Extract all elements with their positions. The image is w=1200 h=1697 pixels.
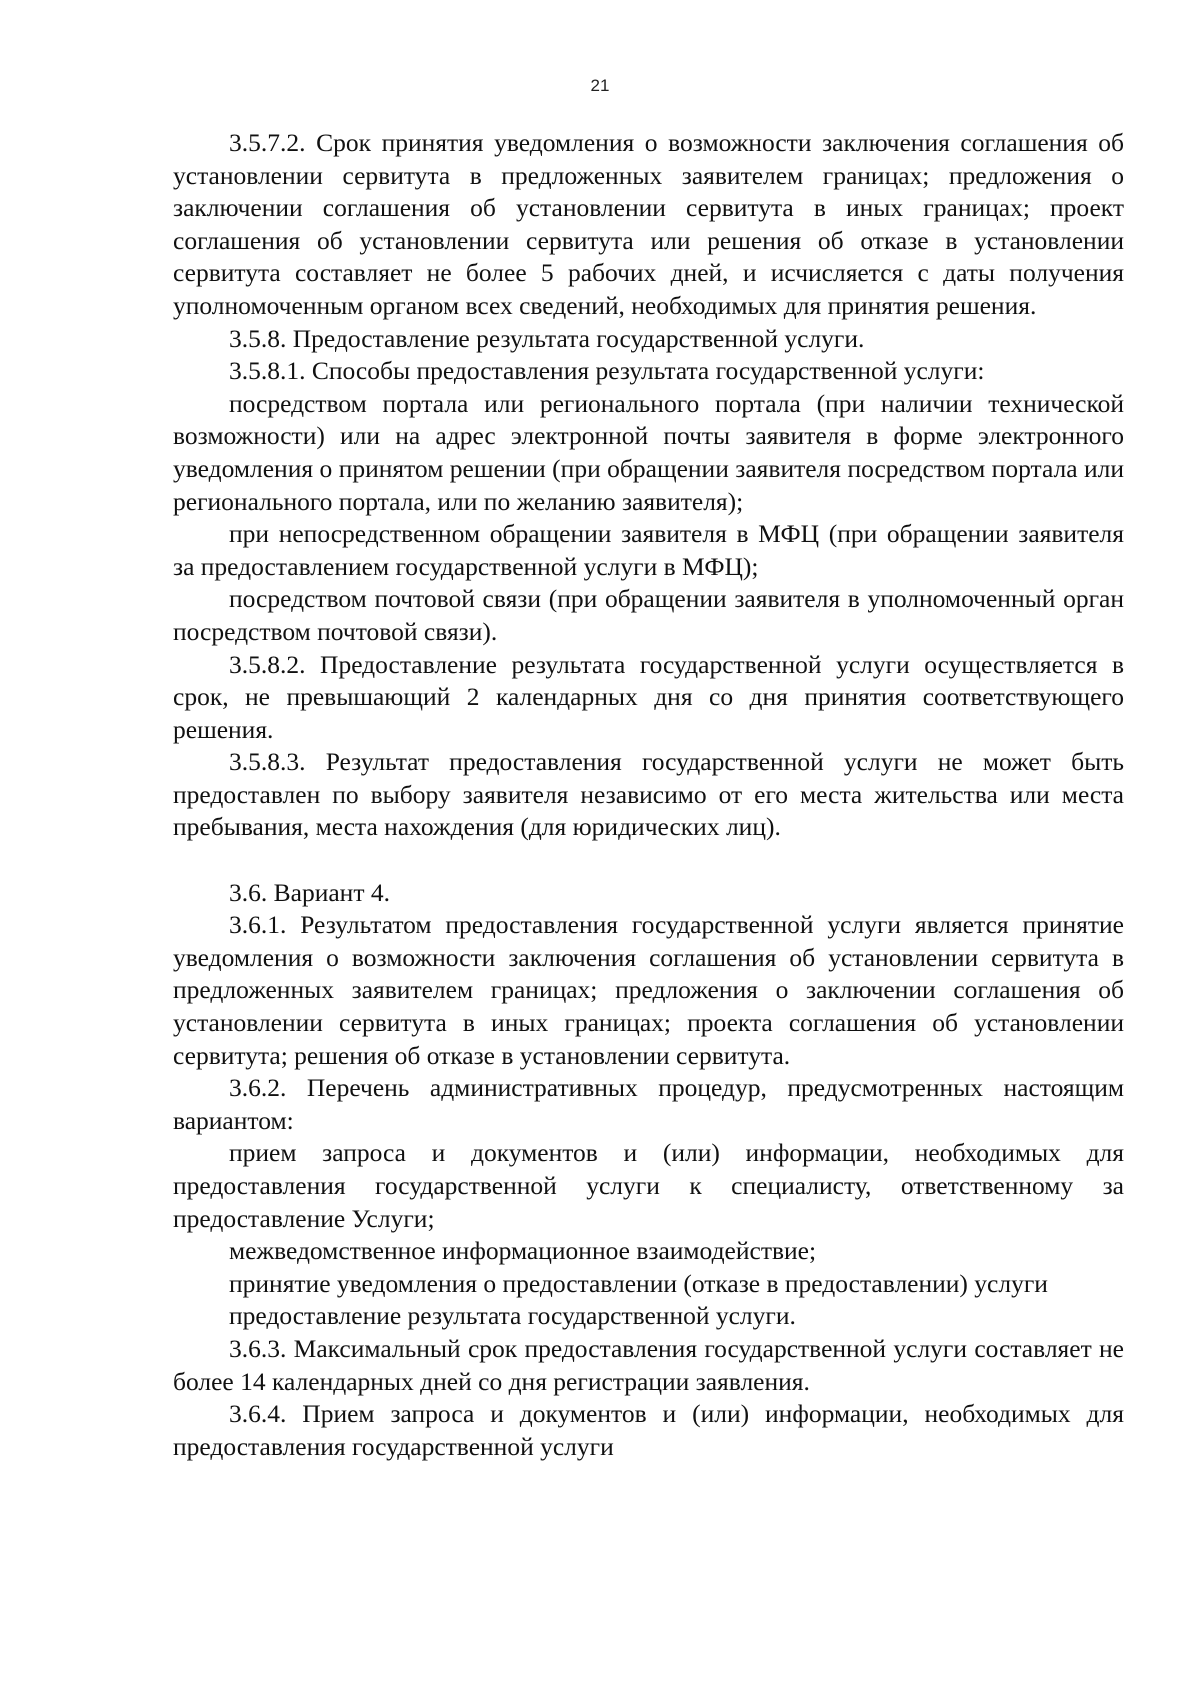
- paragraph-3-5-8-2: 3.5.8.2. Предоставление результата государственной услуги осуществляется в срок, не превышающий 2 календарных дня со дня принятия соответствующего решения.: [173, 649, 1124, 744]
- list-item-notice: принятие уведомления о предоставлении (отказе в предоставлении) услуги: [229, 1268, 1048, 1298]
- paragraph-3-6-1: 3.6.1. Результатом предоставления государственной услуги является принятие уведомления о возможности заключения соглашения об установлении сервитута в предложенных заявителем границах; предложения о заключении соглашения об установлении сервитута в иных границах; проекта соглашения об установлении сервитута; решения об отказе в установлении сервитута.: [173, 910, 1124, 1070]
- paragraph-3-5-7-2: 3.5.7.2. Срок принятия уведомления о возможности заключения соглашения об установлении сервитута в предложенных заявителем границах; предложения о заключении соглашения об установлении сервитута в иных границах; проект соглашения об установлении сервитута или решения об отказе в установлении сервитута составляет не более 5 рабочих дней, и исчисляется с даты получения уполномоченным органом всех сведений, необходимых для принятия решения.: [173, 128, 1124, 320]
- paragraph-3-6-2: 3.6.2. Перечень административных процедур, предусмотренных настоящим вариантом:: [173, 1073, 1124, 1135]
- paragraph-3-5-8-1: 3.5.8.1. Способы предоставления результата государственной услуги:: [229, 356, 985, 386]
- page-number: 21: [590, 76, 610, 95]
- section-heading-3-6: 3.6. Вариант 4.: [229, 877, 390, 907]
- paragraph-3-5-8-3: 3.5.8.3. Результат предоставления государственной услуги не может быть предоставлен по выбору заявителя независимо от его места жительства или места пребывания, места нахождения (для юридических лиц).: [173, 747, 1124, 842]
- paragraph-3-6-4: 3.6.4. Прием запроса и документов и (или) информации, необходимых для предоставления государственной услуги: [173, 1399, 1124, 1461]
- document-body: [173, 127, 1124, 1463]
- list-item-interagency: межведомственное информационное взаимодействие;: [229, 1236, 817, 1266]
- paragraph-3-6-3: 3.6.3. Максимальный срок предоставления государственной услуги составляет не более 14 календарных дней со дня регистрации заявления.: [173, 1333, 1124, 1396]
- list-item-portal: посредством портала или регионального портала (при наличии технической возможности) или на адрес электронной почты заявителя в форме электронного уведомления о принятом решении (при обращении заявителя посредством портала или регионального портала, или по желанию заявителя);: [173, 388, 1124, 516]
- list-item-post: посредством почтовой связи (при обращении заявителя в уполномоченный орган посредством почтовой связи).: [173, 584, 1124, 646]
- paragraph-3-5-8: 3.5.8. Предоставление результата государственной услуги.: [229, 323, 865, 353]
- list-item-mfc: при непосредственном обращении заявителя в МФЦ (при обращении заявителя за предоставлением государственной услуги в МФЦ);: [173, 519, 1124, 581]
- list-item-result: предоставление результата государственной услуги.: [229, 1301, 796, 1331]
- list-item-request: прием запроса и документов и (или) информации, необходимых для предоставления государственной услуги к специалисту, ответственному за предоставление Услуги;: [173, 1138, 1124, 1233]
